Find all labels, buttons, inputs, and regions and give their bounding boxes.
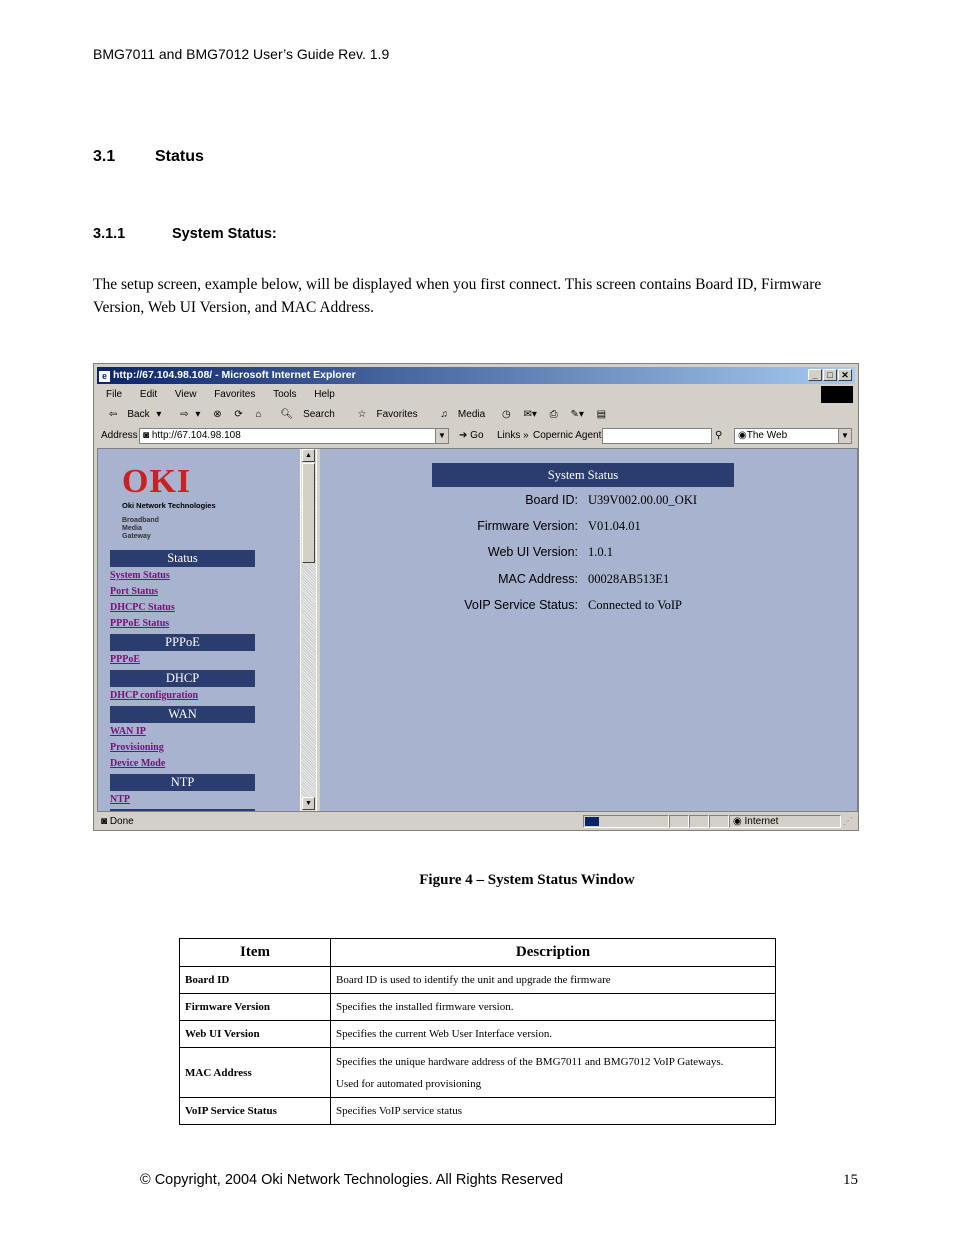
nav-link-port-status[interactable]: Port Status	[110, 586, 159, 597]
mac-address-value: 00028AB513E1	[588, 572, 670, 586]
go-button[interactable]: ➔ Go	[459, 430, 484, 441]
table-row	[180, 994, 776, 1021]
web-ui-version-value: 1.0.1	[588, 545, 613, 559]
search-scope-dropdown[interactable]: ▼	[838, 428, 852, 444]
copernic-search-input[interactable]	[602, 428, 712, 444]
progress-pane	[583, 815, 669, 828]
voip-status-value: Connected to VoIP	[588, 598, 682, 612]
system-status-heading: System Status	[432, 463, 734, 487]
menu-edit[interactable]: Edit	[139, 389, 158, 400]
logo-subtitle: Oki Network Technologies	[122, 501, 216, 510]
nav-link-pppoe[interactable]: PPPoE	[110, 654, 140, 665]
address-dropdown[interactable]: ▼	[435, 428, 449, 444]
toolbar	[97, 405, 855, 425]
nav-heading-pppoe: PPPoE	[110, 634, 255, 651]
header-description: Description	[331, 939, 776, 967]
nav-link-wan-ip[interactable]: WAN IP	[110, 726, 146, 737]
favorites-button[interactable]: ☆ Favorites	[357, 409, 418, 420]
search-button[interactable]: 🔍︎ Search	[280, 409, 335, 420]
address-input[interactable]: ◙ http://67.104.98.108	[139, 428, 449, 444]
status-pane-2	[689, 815, 709, 828]
media-button[interactable]: ♫ Media	[440, 409, 486, 420]
globe-zone-icon: ◉	[733, 816, 745, 827]
scroll-down-arrow-icon[interactable]: ▼	[302, 797, 315, 810]
nav-heading-wan: WAN	[110, 706, 255, 723]
history-icon[interactable]: ◷	[501, 409, 511, 420]
title-bar	[97, 367, 855, 384]
copernic-search-icon[interactable]: ⚲	[715, 430, 723, 441]
close-button[interactable]: ✕	[838, 369, 852, 381]
subsection-number: 3.1.1	[93, 226, 126, 242]
search-scope-select[interactable]: ◉The Web	[734, 428, 852, 444]
status-frame	[320, 449, 857, 811]
page-done-icon: ◙	[101, 816, 110, 827]
back-arrow-icon: ⇦	[109, 409, 118, 420]
back-button[interactable]: ⇦ Back ▾	[109, 409, 162, 420]
home-icon[interactable]: ⌂	[255, 409, 262, 420]
voip-status-label: VoIP Service Status:	[464, 598, 578, 612]
nav-link-dhcpc-status[interactable]: DHCPC Status	[110, 602, 175, 613]
firmware-version-label: Firmware Version:	[477, 519, 578, 533]
page-content	[97, 448, 858, 812]
browser-window	[93, 363, 859, 831]
nav-link-provisioning[interactable]: Provisioning	[110, 742, 164, 753]
logo-tagline: Broadband Media Gateway	[122, 517, 159, 540]
row-description: Specifies the installed firmware version.	[331, 994, 776, 1021]
section-heading	[93, 148, 204, 166]
globe-icon: ◉	[738, 430, 747, 441]
menu-tools[interactable]: Tools	[273, 389, 297, 400]
nav-heading-ntp: NTP	[110, 774, 255, 791]
minimize-button[interactable]: _	[808, 369, 822, 381]
table-row	[180, 1021, 776, 1048]
menu-file[interactable]: File	[106, 389, 123, 400]
board-id-label: Board ID:	[525, 493, 578, 507]
menu-view[interactable]: View	[174, 389, 197, 400]
refresh-icon[interactable]: ⟳	[234, 409, 243, 420]
maximize-button[interactable]: □	[823, 369, 837, 381]
mac-address-label: MAC Address:	[498, 572, 578, 586]
copernic-agent-label: Copernic Agent	[533, 430, 602, 441]
print-icon[interactable]: ⎙	[549, 409, 558, 420]
row-description: Specifies VoIP service status	[331, 1098, 776, 1125]
nav-link-dhcp-configuration[interactable]: DHCP configuration	[110, 690, 199, 701]
nav-link-device-mode[interactable]: Device Mode	[110, 758, 166, 769]
stop-icon[interactable]: ⊗	[213, 409, 222, 420]
menu-bar	[97, 386, 855, 403]
row-item: VoIP Service Status	[180, 1098, 331, 1125]
address-label: Address	[101, 430, 138, 441]
row-item: Web UI Version	[180, 1021, 331, 1048]
forward-arrow-icon: ⇨	[180, 409, 189, 420]
table-row	[180, 967, 776, 994]
links-button[interactable]: Links »	[497, 430, 529, 441]
mail-icon[interactable]: ✉▾	[523, 409, 537, 420]
nav-link-pppoe-status[interactable]: PPPoE Status	[110, 618, 170, 629]
status-pane-3	[709, 815, 729, 828]
row-description: Board ID is used to identify the unit and upgrade the firmware	[331, 967, 776, 994]
row-description: Specifies the current Web User Interface version.	[331, 1021, 776, 1048]
intro-paragraph: The setup screen, example below, will be displayed when you first connect. This screen contains Board ID, Firmware Version, Web UI Version, and MAC Address.	[93, 276, 822, 316]
board-id-value: U39V002.00.00_OKI	[588, 493, 698, 507]
progress-fill	[585, 817, 599, 826]
row-item: Firmware Version	[180, 994, 331, 1021]
table-row	[180, 1098, 776, 1125]
menu-help[interactable]: Help	[314, 389, 335, 400]
star-icon: ☆	[357, 409, 367, 420]
section-number: 3.1	[93, 148, 116, 165]
page-icon: ◙	[143, 430, 152, 441]
description-table	[179, 938, 776, 1125]
section-title: Status	[155, 148, 204, 165]
scroll-up-arrow-icon[interactable]: ▲	[302, 449, 315, 462]
document-header: BMG7011 and BMG7012 User’s Guide Rev. 1.9	[93, 46, 390, 62]
media-icon: ♫	[440, 409, 448, 420]
address-bar	[97, 426, 855, 446]
nav-heading-dhcp: DHCP	[110, 670, 255, 687]
discuss-icon[interactable]: ▤	[596, 409, 607, 420]
window-title: http://67.104.98.108/ - Microsoft Internet Explorer	[113, 369, 356, 381]
menu-favorites[interactable]: Favorites	[214, 389, 256, 400]
footer-copyright: © Copyright, 2004 Oki Network Technologies. All Rights Reserved	[140, 1172, 564, 1188]
subsection-heading	[93, 226, 277, 242]
status-pane-1	[669, 815, 689, 828]
row-item: Board ID	[180, 967, 331, 994]
status-done: ◙ Done	[101, 816, 134, 827]
nav-heading-cutoff	[110, 809, 255, 811]
row-description: Specifies the unique hardware address of the BMG7011 and BMG7012 VoIP Gateways. Used for automated provisioning	[331, 1048, 776, 1098]
nav-frame	[98, 449, 316, 811]
forward-button[interactable]: ⇨ ▾	[180, 409, 201, 420]
status-bar	[97, 814, 855, 829]
figure-caption: Figure 4 – System Status Window	[419, 872, 635, 888]
nav-link-system-status[interactable]: System Status	[110, 570, 170, 581]
resize-grip-icon[interactable]: ⋰	[843, 816, 853, 827]
oki-logo: OKI	[122, 463, 192, 500]
table-header-row	[180, 939, 776, 967]
nav-heading-status: Status	[110, 550, 255, 567]
row-item: MAC Address	[180, 1048, 331, 1098]
subsection-title: System Status:	[172, 226, 277, 242]
web-ui-version-label: Web UI Version:	[487, 545, 578, 559]
ie-icon: e	[99, 371, 110, 382]
zone-pane: ◉ Internet	[729, 815, 841, 828]
nav-scrollbar[interactable]	[300, 449, 317, 811]
table-row	[180, 1048, 776, 1098]
header-item: Item	[180, 939, 331, 967]
search-icon: 🔍︎	[280, 409, 294, 420]
edit-icon[interactable]: ✎▾	[570, 409, 584, 420]
firmware-version-value: V01.04.01	[588, 519, 641, 533]
scroll-thumb[interactable]	[302, 463, 315, 563]
nav-link-ntp[interactable]: NTP	[110, 794, 130, 805]
page-number: 15	[843, 1172, 858, 1188]
windows-logo	[821, 386, 853, 403]
